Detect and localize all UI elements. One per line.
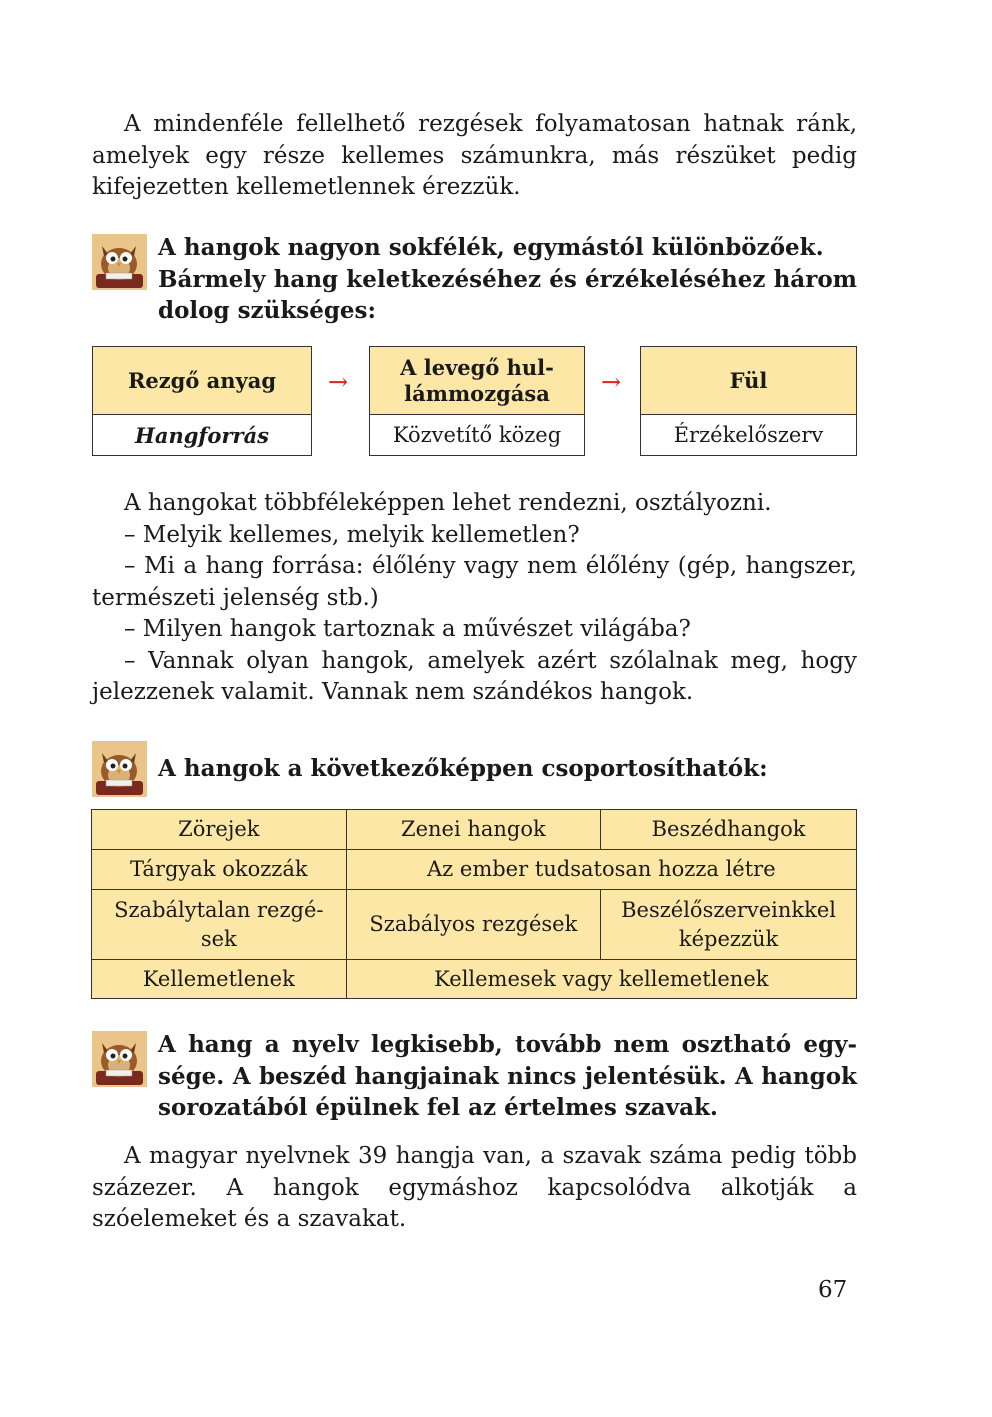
arrow-right-icon: →: [601, 368, 622, 396]
owl-mascot-icon: [92, 1031, 147, 1087]
closing-text: A magyar nyelvnek 39 hangja van, a szavak száma pedig több százezer. A hangok egymáshoz kapcsolódva alkotják a szóelemeket és a szavakat.: [92, 1143, 857, 1232]
flow-box-receiver: [640, 346, 857, 456]
callout3-text: A hang a nyelv legkisebb, tovább nem osztható egysége. A beszéd hangjainak nincs jelentésük. A hangok sorozatából épülnek fel az értelmes szavak.: [158, 1031, 857, 1121]
flow-box-receiver-label: Érzékelőszerv: [673, 423, 824, 447]
flow-box-source: [92, 346, 312, 456]
arrow-right-icon: →: [328, 368, 349, 396]
callout-sound-definition: [92, 1029, 857, 1124]
intro-text: A mindenféle fellelhető rezgések folyamatosan hatnak ránk, amelyek egy része kellemes számunkra, más részüket pedig kifejezetten kellemetlennek érezzük.: [92, 111, 857, 200]
flow-box-receiver-title: Fül: [641, 347, 856, 415]
closing-paragraph: [92, 1141, 857, 1236]
table-cell: Beszélőszerveinkkel képezzük: [601, 890, 857, 960]
list-item: – Mi a hang forrása: élőlény vagy nem élőlény (gép, hangszer, természeti jelenség stb.): [92, 553, 857, 611]
flow-box-medium: [369, 346, 585, 456]
owl-mascot-icon: [92, 741, 147, 797]
list-item: – Milyen hangok tartoznak a művészet világába?: [124, 616, 691, 642]
owl-mascot-icon: [92, 234, 147, 290]
table-row: [92, 890, 857, 960]
list-intro: A hangokat többféleképpen lehet rendezni, osztályozni.: [124, 490, 772, 516]
flow-box-medium-title: A levegő hullámmozgása: [370, 347, 584, 415]
flow-box-source-title: Rezgő anyag: [93, 347, 311, 415]
classification-list: [92, 488, 857, 709]
table-cell: Tárgyak okozzák: [92, 850, 347, 890]
callout-sound-variety: [92, 232, 857, 327]
table-row: [92, 850, 857, 890]
page-number: 67: [818, 1277, 848, 1303]
list-item: – Melyik kellemes, melyik kellemetlen?: [124, 521, 580, 548]
list-item: – Vannak olyan hangok, amelyek azért szólalnak meg, hogy jelezzenek valamit. Vannak nem szándékos hangok.: [92, 647, 857, 705]
callout1-line1: A hangok nagyon sokfélék, egymástól különbözőek.: [158, 234, 824, 261]
sound-chain-diagram: [92, 346, 857, 458]
callout-grouping: [92, 739, 857, 785]
callout1-line2: Bármely hang keletkezéséhez és érzékeléséhez három dolog szükséges:: [158, 265, 857, 324]
callout2-text: A hangok a következőképpen csoportosíthatók:: [158, 755, 768, 782]
sound-groups-table: [91, 809, 857, 999]
table-cell: Kellemetlenek: [92, 960, 347, 999]
table-cell: Az ember tudsatosan hozza létre: [346, 850, 856, 890]
intro-paragraph: [92, 109, 857, 204]
flow-box-medium-label: Közvetítő közeg: [392, 423, 562, 447]
table-cell: Beszédhangok: [601, 810, 857, 850]
table-row: [92, 960, 857, 999]
table-cell: Szabályos rezgések: [346, 890, 600, 960]
table-cell: Zenei hangok: [346, 810, 600, 850]
table-cell: Szabálytalan rezgések: [92, 890, 347, 960]
table-row: [92, 810, 857, 850]
table-cell: Zörejek: [92, 810, 347, 850]
table-cell: Kellemesek vagy kellemetlenek: [346, 960, 856, 999]
flow-box-source-label: Hangforrás: [135, 422, 269, 448]
